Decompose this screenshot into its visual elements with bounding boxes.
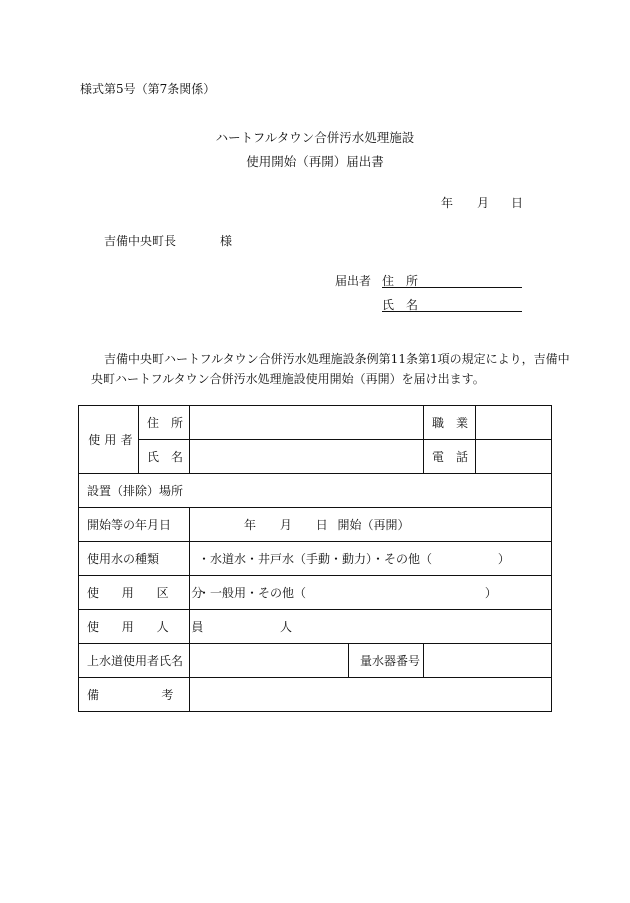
body-text-line2: 央町ハートフルタウン合併汚水処理施設使用開始（再開）を届け出ます。 bbox=[91, 372, 485, 386]
date-year: 年 bbox=[441, 196, 454, 210]
occupation-label: 職 業 bbox=[424, 406, 476, 440]
table-row bbox=[79, 474, 552, 508]
phone-label: 電 話 bbox=[424, 440, 476, 474]
user-label: 使用者 bbox=[79, 406, 139, 474]
table-row bbox=[79, 644, 552, 678]
honorific: 様 bbox=[220, 234, 233, 248]
use-class-close: ） bbox=[484, 586, 497, 600]
start-date-value: 開始（再開） bbox=[337, 518, 410, 532]
date-month: 月 bbox=[477, 196, 490, 210]
location-field[interactable] bbox=[79, 474, 552, 508]
address-field[interactable] bbox=[190, 406, 424, 440]
persons-label-cell bbox=[79, 610, 227, 644]
water-type-value: ・水道水・井戸水（手動・動力）・その他（ bbox=[198, 552, 433, 566]
table-row bbox=[79, 406, 552, 440]
water-user-field[interactable] bbox=[190, 644, 349, 678]
table-row bbox=[79, 678, 552, 712]
date-day: 日 bbox=[511, 196, 524, 210]
name-label: 氏 名 bbox=[139, 440, 190, 474]
form-title-line2: 使用開始（再開）届出書 bbox=[246, 154, 384, 169]
use-class-value: ・一般用・その他（ bbox=[198, 586, 307, 600]
address-label: 住 所 bbox=[139, 406, 190, 440]
form-table bbox=[78, 405, 552, 712]
water-user-label: 上水道使用者氏名 bbox=[79, 644, 190, 678]
table-row bbox=[79, 576, 552, 610]
remarks-label: 備考 bbox=[87, 688, 236, 702]
meter-label: 量水器番号 bbox=[349, 644, 424, 678]
remarks-label-cell bbox=[79, 678, 236, 712]
table-row bbox=[79, 542, 552, 576]
water-type-label: 使用水の種類 bbox=[79, 542, 190, 576]
form-number: 様式第5号（第7条関係） bbox=[80, 82, 216, 96]
table-row bbox=[79, 508, 552, 542]
notifier-label: 届出者 bbox=[335, 274, 372, 288]
start-date-label: 開始等の年月日 bbox=[79, 508, 190, 542]
addressee: 吉備中央町長 bbox=[104, 234, 177, 248]
persons-field[interactable] bbox=[190, 610, 552, 644]
occupation-field[interactable] bbox=[476, 406, 552, 440]
meter-field[interactable] bbox=[424, 644, 552, 678]
name-field[interactable] bbox=[190, 440, 424, 474]
phone-field[interactable] bbox=[476, 440, 552, 474]
use-class-label-cell bbox=[79, 576, 227, 610]
start-date-field[interactable] bbox=[190, 508, 552, 542]
form-title-line1: ハートフルタウン合併汚水処理施設 bbox=[215, 130, 415, 145]
use-class-field[interactable] bbox=[190, 576, 552, 610]
location-label: 設置（排除）場所 bbox=[87, 484, 184, 498]
start-date-day: 日 bbox=[315, 518, 328, 532]
notifier-address-line bbox=[382, 287, 522, 288]
table-row bbox=[79, 440, 552, 474]
notifier-name-label: 氏 名 bbox=[382, 298, 419, 312]
persons-label: 使用人員 bbox=[87, 620, 227, 634]
notifier-name-line bbox=[382, 311, 522, 312]
persons-unit: 人 bbox=[280, 620, 293, 634]
start-date-month: 月 bbox=[279, 518, 292, 532]
table-row bbox=[79, 610, 552, 644]
use-class-label: 使用区分 bbox=[87, 586, 227, 600]
body-text-line1: 吉備中央町ハートフルタウン合併汚水処理施設条例第11条第1項の規定により，吉備中 bbox=[104, 352, 570, 366]
start-date-year: 年 bbox=[244, 518, 257, 532]
water-type-close: ） bbox=[497, 552, 510, 566]
notifier-address-label: 住 所 bbox=[382, 274, 419, 288]
water-type-field[interactable] bbox=[190, 542, 552, 576]
remarks-field[interactable] bbox=[190, 678, 552, 712]
